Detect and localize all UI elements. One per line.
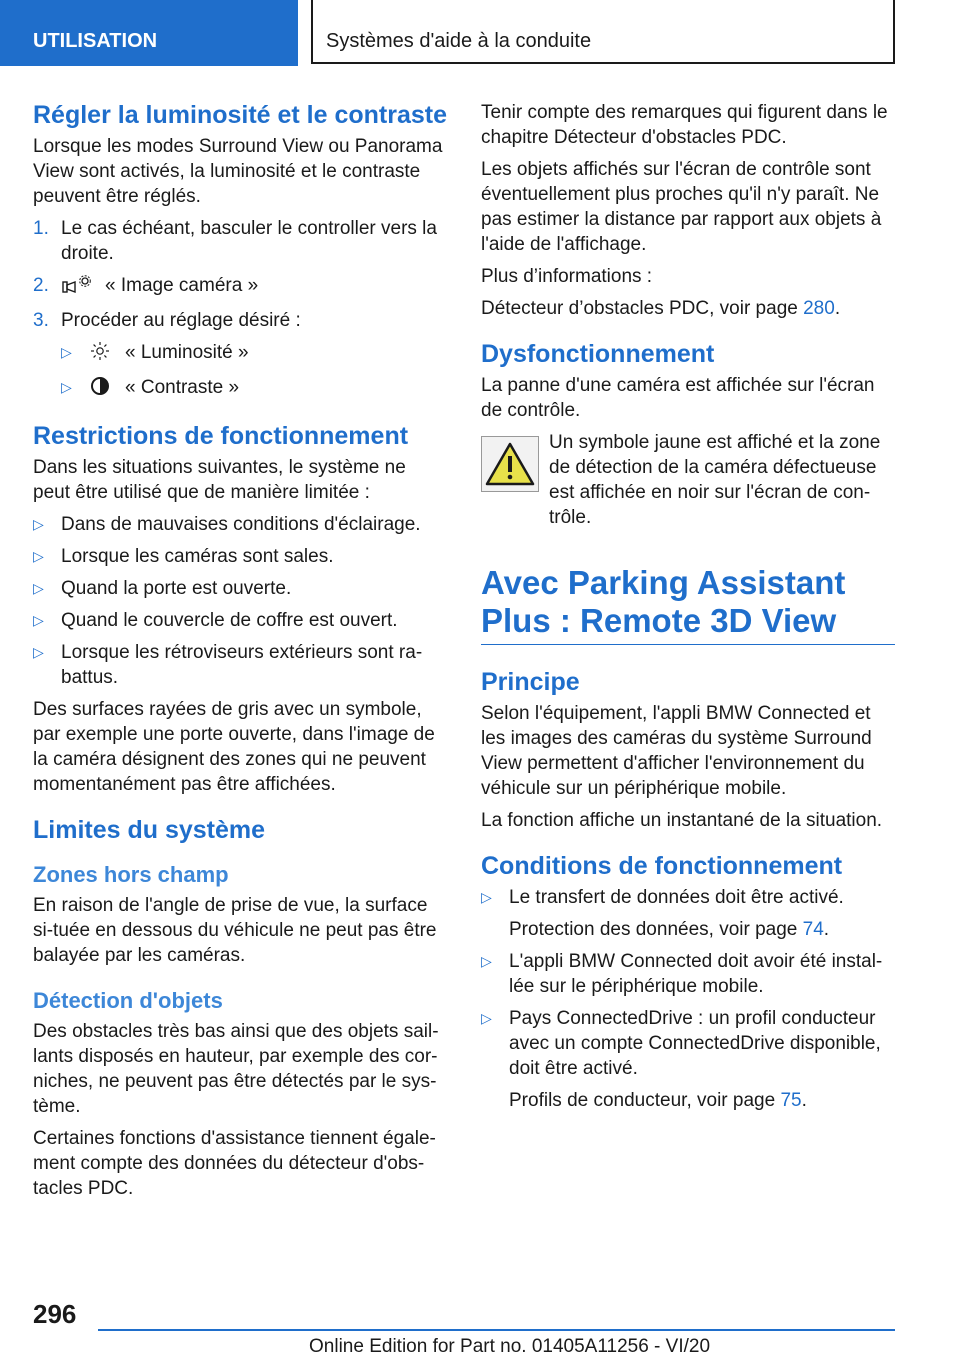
- brightness-icon: [89, 341, 111, 368]
- page-link-74[interactable]: 74: [802, 919, 824, 940]
- section-tab-label: UTILISATION: [33, 30, 158, 52]
- paragraph: Certaines fonctions d'assistance tiennent égale-ment compte des données du détecteur d'obs-tacles PDC.: [33, 1128, 436, 1199]
- right-column: [481, 100, 895, 1120]
- heading-object-detection: Détection d'objets: [33, 988, 223, 1013]
- triangle-bullet-icon: ▷: [33, 644, 44, 660]
- list-item: [481, 949, 895, 999]
- triangle-bullet-icon: ▷: [481, 1010, 492, 1026]
- option-brightness: [61, 340, 447, 368]
- list-item-text: Le transfert de données doit être activé.: [509, 887, 844, 908]
- list-item: [33, 512, 447, 537]
- page-link-280[interactable]: 280: [803, 298, 835, 319]
- step-text: Procéder au réglage désiré :: [61, 310, 301, 331]
- triangle-bullet-icon: ▷: [61, 379, 72, 395]
- cross-reference: Détecteur d’obstacles PDC, voir page 280.: [481, 298, 841, 319]
- triangle-bullet-icon: ▷: [481, 889, 492, 905]
- list-item: [33, 640, 447, 690]
- paragraph: Les objets affichés sur l'écran de contrôle sont éventuellement plus proches qu'il n'y paraît. Ne pas estimer la distance par rapport aux objets à l'aide de l'affichage.: [481, 159, 882, 255]
- list-item: [33, 608, 447, 633]
- step-item: [33, 273, 447, 301]
- warning-note: [481, 430, 895, 530]
- triangle-bullet-icon: ▷: [481, 953, 492, 969]
- cross-reference: Protection des données, voir page 74.: [509, 919, 830, 940]
- list-item-text: Pays ConnectedDrive : un profil conducteur avec un compte ConnectedDrive disponible, doit être activé.: [509, 1008, 881, 1079]
- option-contrast: [61, 375, 447, 403]
- step-number: 2.: [33, 275, 49, 296]
- reference-text: Détecteur d’obstacles PDC, voir page: [481, 298, 804, 319]
- section-conditions: [481, 851, 895, 1113]
- paragraph: Plus d’informations :: [481, 266, 653, 287]
- step-number: 1.: [33, 218, 49, 239]
- edition-note: Online Edition for Part no. 01405A11256 - VI/20: [309, 1336, 711, 1357]
- chapter-remote-3d-view: [481, 564, 895, 833]
- section-system-limits: [33, 815, 447, 1201]
- step-item: [33, 216, 447, 266]
- heading-restrictions: Restrictions de fonctionnement: [33, 422, 409, 450]
- paragraph: La fonction affiche un instantané de la situation.: [481, 810, 883, 831]
- list-item: [33, 576, 447, 601]
- restrictions-list: [33, 512, 447, 690]
- list-item-text: Quand le couvercle de coffre est ouvert.: [61, 610, 398, 631]
- heading-blind-zones: Zones hors champ: [33, 862, 229, 887]
- heading-system-limits: Limites du système: [33, 816, 266, 844]
- paragraph: En raison de l'angle de prise de vue, la surface si-tuée en dessous du véhicule ne peut pas être balayée par les caméras.: [33, 895, 437, 966]
- triangle-bullet-icon: ▷: [33, 580, 44, 596]
- list-item-text: Lorsque les rétroviseurs extérieurs sont ra-battus.: [61, 642, 423, 688]
- list-item: [481, 1006, 895, 1113]
- cross-reference: Profils de conducteur, voir page 75.: [509, 1090, 807, 1111]
- warning-triangle-icon: [481, 436, 539, 492]
- chapter-divider: [481, 644, 895, 645]
- reference-text: Profils de conducteur, voir page: [509, 1090, 781, 1111]
- page-number: 296: [33, 1299, 77, 1329]
- list-item-text: Lorsque les caméras sont sales.: [61, 546, 334, 567]
- step-text: Le cas échéant, basculer le controller vers la droite.: [61, 218, 437, 264]
- triangle-bullet-icon: ▷: [33, 516, 44, 532]
- list-item: [33, 544, 447, 569]
- list-item: [481, 885, 895, 942]
- contrast-icon: [89, 376, 111, 403]
- chapter-title: Avec Parking Assistant Plus : Remote 3D View: [481, 564, 846, 639]
- heading-conditions: Conditions de fonctionnement: [481, 852, 843, 880]
- conditions-list: [481, 885, 895, 1113]
- heading-malfunction: Dysfonctionnement: [481, 340, 715, 368]
- list-item-text: L'appli BMW Connected doit avoir été instal-lée sur le périphérique mobile.: [509, 951, 883, 997]
- section-restrictions: [33, 421, 447, 797]
- step-text: « Image caméra »: [105, 275, 259, 296]
- left-column: [33, 100, 447, 1208]
- reference-text: Protection des données, voir page: [509, 919, 803, 940]
- paragraph: Dans les situations suivantes, le système ne peut être utilisé que de manière limitée :: [33, 457, 406, 503]
- paragraph: Tenir compte des remarques qui figurent dans le chapitre Détecteur d'obstacles PDC.: [481, 102, 888, 148]
- paragraph: Des obstacles très bas ainsi que des objets sail-lants disposés en hauteur, par exemple des cor-niches, ne peuvent pas être détectés par le sys-tème.: [33, 1021, 439, 1117]
- section-malfunction: [481, 339, 895, 530]
- heading-brightness-contrast: Régler la luminosité et le contraste: [33, 101, 448, 129]
- steps-list: [33, 216, 447, 333]
- list-item-text: Dans de mauvaises conditions d'éclairage.: [61, 514, 421, 535]
- section-tab: [0, 0, 298, 66]
- step-number: 3.: [33, 310, 49, 331]
- paragraph: Lorsque les modes Surround View ou Panorama View sont activés, la luminosité et le contraste peuvent être réglés.: [33, 136, 443, 207]
- footer-divider: [98, 1329, 895, 1331]
- option-label: « Contraste »: [125, 377, 240, 398]
- heading-principle: Principe: [481, 668, 580, 696]
- option-label: « Luminosité »: [125, 342, 249, 363]
- camera-settings-icon: [61, 274, 91, 301]
- paragraph: Selon l'équipement, l'appli BMW Connected et les images des caméras du système Surround View permettent d'afficher l'environnement du véhicule sur un périphérique mobile.: [481, 703, 872, 799]
- adjustment-options: [33, 340, 447, 403]
- paragraph: Des surfaces rayées de gris avec un symbole, par exemple une porte ouverte, dans l'image de la caméra désignent des zones qui ne peuvent momentanément pas être affichées.: [33, 699, 435, 795]
- warning-text: Un symbole jaune est affiché et la zone de détection de la caméra défectueuse est affichée en noir sur l'écran de con-trôle.: [549, 432, 881, 528]
- triangle-bullet-icon: ▷: [61, 344, 72, 360]
- triangle-bullet-icon: ▷: [33, 548, 44, 564]
- paragraph: La panne d'une caméra est affichée sur l'écran de contrôle.: [481, 375, 875, 421]
- step-item: [33, 308, 447, 333]
- chapter-header-title: Systèmes d'aide à la conduite: [326, 30, 592, 52]
- page-link-75[interactable]: 75: [780, 1090, 802, 1111]
- page-header: [0, 0, 960, 66]
- list-item-text: Quand la porte est ouverte.: [61, 578, 292, 599]
- triangle-bullet-icon: ▷: [33, 612, 44, 628]
